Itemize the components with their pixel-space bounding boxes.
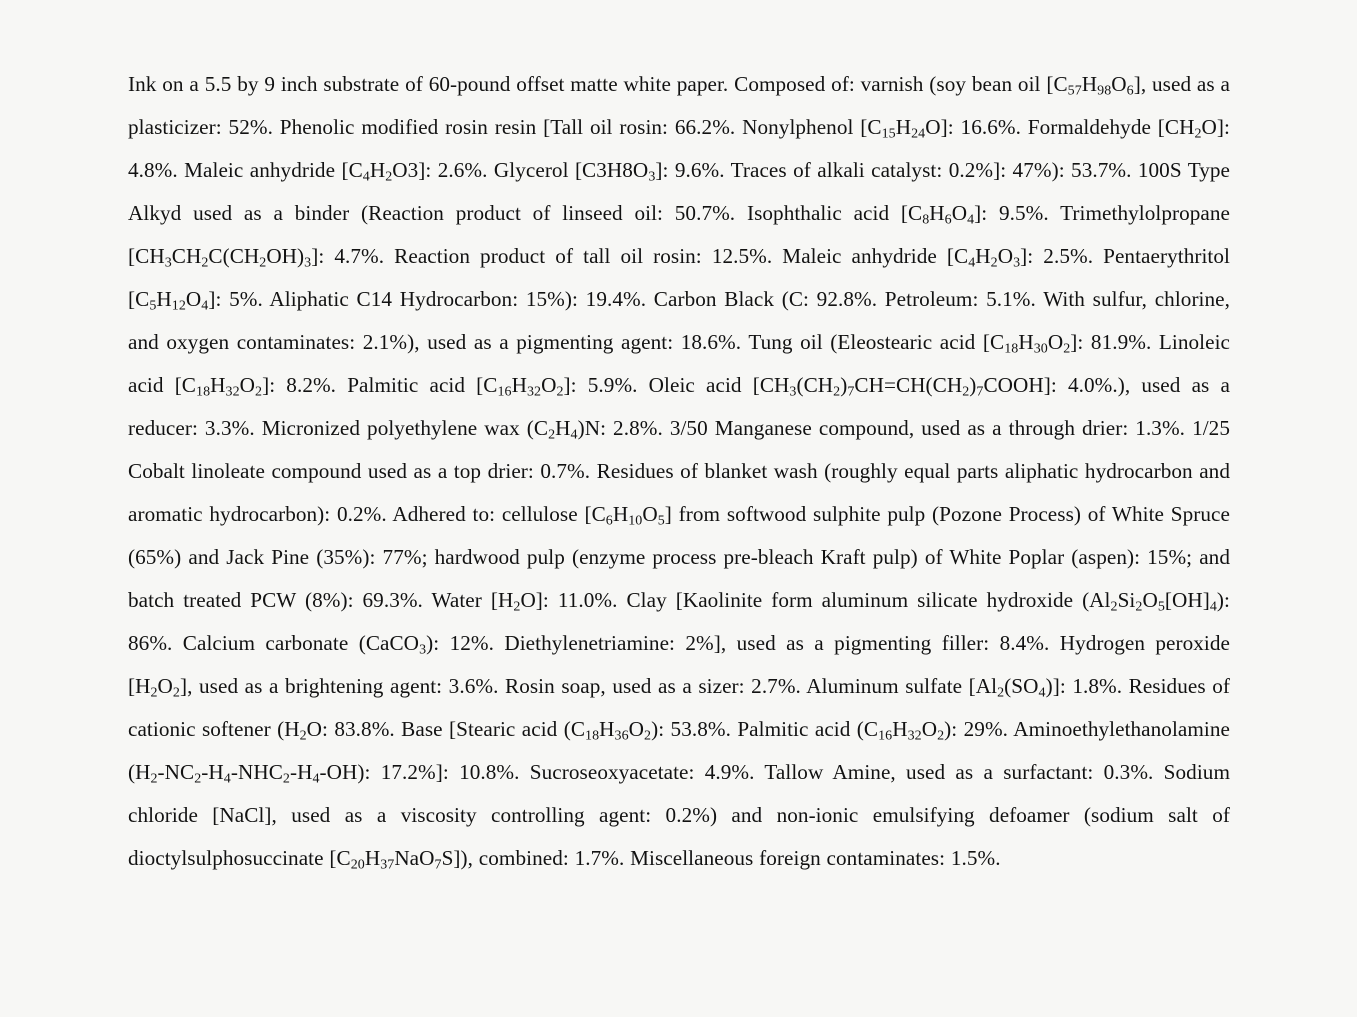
composition-statement-paragraph: Ink on a 5.5 by 9 inch substrate of 60-pound offset matte white paper. Composed of: varnish (soy bean oil $[C_{57}H_{98}O_6]$, used as a plasticizer: 52%. Phenolic modified rosin resin [Tall oil rosin: 66.2%. Nonylphenol $[C_{15}H_{24}O]$: 16.6%. Formaldehyde $[CH_2O]$: 4.8%. Maleic anhydride $[C_4H_2O3]$: 2.6%. Glycerol $[C3H8O_3]$: 9.6%. Traces of alkali catalyst: 0.2%]: 47%): 53.7%. 100S Type Alkyd used as a binder (Reaction product of linseed oil: 50.7%. Isophthalic acid $[C_8H_6O_4]$: 9.5%. Trimethylolpropane $[CH_3CH_2C(CH_2OH)_3]$: 4.7%. Reaction product of tall oil rosin: 12.5%. Maleic anhydride $[C_4H_2O_3]$: 2.5%. Pentaerythritol $[C_5H_{12}O_4]$: 5%. Aliphatic C14 Hydrocarbon: 15%): 19.4%. Carbon Black (C: 92.8%. Petroleum: 5.1%. With sulfur, chlorine, and oxygen contaminates: 2.1%), used as a pigmenting agent: 18.6%. Tung oil (Eleostearic acid $[C_{18}H_{30}O_2]$: 81.9%. Linoleic acid $[C_{18}H_{32}O_2]$: 8.2%. Palmitic acid $[C_{16}H_{32}O_2]$: 5.9%. Oleic acid $[CH_3(CH_2)_7CH=CH(CH_2)_7COOH]$: 4.0%.), used as a reducer: 3.3%. Micronized polyethylene wax $(C_2H_4)N$: 2.8%. 3/50 Manganese compound, used as a through drier: 1.3%. 1/25 Cobalt linoleate compound used as a top drier: 0.7%. Residues of blanket wash (roughly equal parts aliphatic hydrocarbon and aromatic hydrocarbon): 0.2%. Adhered to: cellulose $[C_6H_{10}O_5]$ from softwood sulphite pulp (Pozone Process) of White Spruce (65%) and Jack Pine (35%): 77%; hardwood pulp (enzyme process pre-bleach Kraft pulp) of White Poplar (aspen): 15%; and batch treated PCW (8%): 69.3%. Water $[H_2O]$: 11.0%. Clay [Kaolinite form aluminum silicate hydroxide $(Al_2Si_2O_5[OH]_4)$: 86%. Calcium carbonate (CaCO$_3$): 12%. Diethylenetriamine: 2%], used as a pigmenting filler: 8.4%. Hydrogen peroxide $[H_2O_2]$, used as a brightening agent: 3.6%. Rosin soap, used as a sizer: 2.7%. Aluminum sulfate $[Al_2(SO_4)]$: 1.8%. Residues of cationic softener ($H_2O$: 83.8%. Base [Stearic acid $(C_{18}H_{36}O_2)$: 53.8%. Palmitic acid $(C_{16}H_{32}O_2)$: 29%. Aminoethylethanolamine $(H_2-NC_2-H_4-NHC_2-H_4-OH)$: 17.2%]: 10.8%. Sucroseoxyacetate: 4.9%. Tallow Amine, used as a surfactant: 0.3%. Sodium chloride [NaCl], used as a viscosity controlling agent: 0.2%) and non-ionic emulsifying defoamer (sodium salt of dioctylsulphosuccinate $[C_{20}H_{37}NaO_7S]$), combined: 1.7%. Miscellaneous foreign contaminates: 1.5%. [128, 72, 1231, 873]
